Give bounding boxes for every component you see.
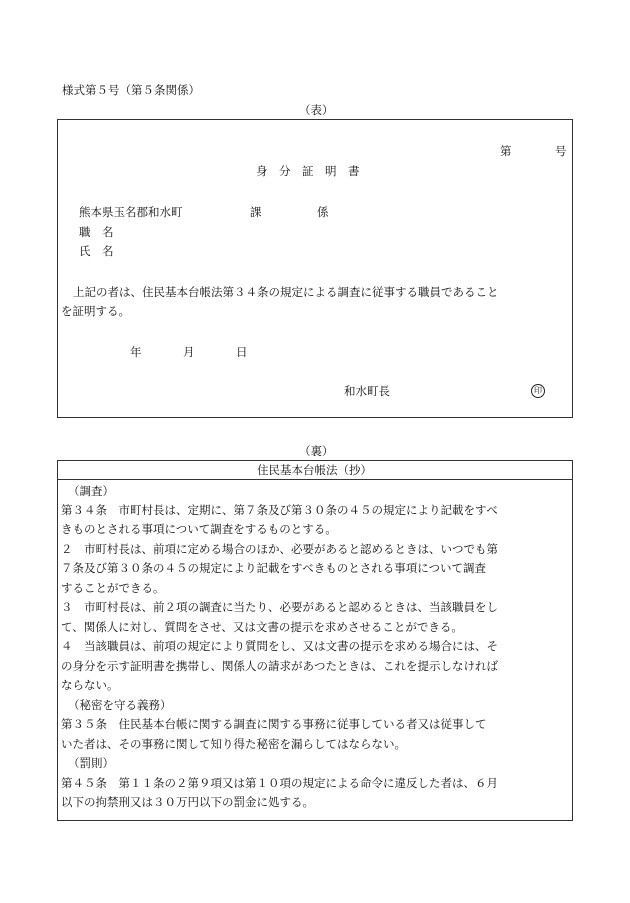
statute-line: することができる。: [61, 581, 165, 595]
statute-line: て、関係人に対し、質問をさせ、又は文書の提示を求めさせることができる。: [61, 620, 463, 634]
position-label: 職 名: [79, 225, 114, 239]
statute-line: （罰則）: [68, 756, 114, 770]
statute-line: いた者は、その事務に関して知り得た秘密を漏らしてはならない。: [61, 737, 406, 751]
statute-title: 住民基本台帳法（抄）: [257, 463, 372, 477]
statute-line: 以下の拘禁刑又は３０万円以下の罰金に処する。: [61, 795, 314, 809]
statute-line: ならない。: [61, 678, 119, 692]
statute-line: ３ 市町村長は、前２項の調査に当たり、必要があると認めるときは、当該職員をし: [61, 600, 498, 614]
seal-mark: 印: [531, 384, 545, 398]
statute-line: ４ 当該職員は、前項の規定により質問をし、又は文書の提示を求める場合には、そ: [61, 639, 498, 653]
statute-line: の身分を示す証明書を携帯し、関係人の請求があつたときは、これを提示しなければ: [61, 659, 498, 673]
number-go: 号: [555, 144, 567, 158]
name-label: 氏 名: [79, 244, 114, 258]
certification-text-line-1: 上記の者は、住民基本台帳法第３４条の規定による調査に従事する職員であること: [73, 285, 499, 299]
number-dai: 第: [500, 144, 512, 158]
statute-line: きものとされる事項について調査をするものとする。: [61, 522, 337, 536]
form-label: 様式第５号（第５条関係）: [62, 83, 200, 97]
date-year: 年: [130, 345, 142, 359]
certificate-title: 身 分 証 明 書: [256, 164, 360, 178]
issuer-title: 和水町長: [344, 384, 390, 398]
date-day: 日: [236, 345, 248, 359]
statute-line: 第３５条 住民基本台帳に関する調査に関する事務に従事している者又は従事して: [61, 717, 487, 731]
statute-line: ７条及び第３０条の４５の規定により記載をすべきものとされる事項について調査: [61, 561, 487, 575]
affiliation-ka: 課: [250, 205, 262, 219]
statute-line: 第４５条 第１１条の２第９項又は第１０項の規定による命令に違反した者は、６月: [61, 776, 498, 790]
statute-line: ２ 市町村長は、前項に定める場合のほか、必要があると認めるときは、いつでも第: [61, 542, 498, 556]
certification-text-line-2: を証明する。: [61, 304, 130, 318]
statute-title-divider: [57, 479, 573, 480]
statute-line: （秘密を守る義務）: [68, 698, 172, 712]
front-side-label: （表）: [299, 103, 334, 117]
date-month: 月: [183, 345, 195, 359]
affiliation-town: 熊本県玉名郡和水町: [79, 205, 183, 219]
back-side-label: （裏）: [299, 444, 334, 458]
statute-line: 第３４条 市町村長は、定期に、第７条及び第３０条の４５の規定により記載をすべ: [61, 503, 498, 517]
affiliation-kakari: 係: [317, 205, 329, 219]
statute-line: （調査）: [68, 484, 114, 498]
